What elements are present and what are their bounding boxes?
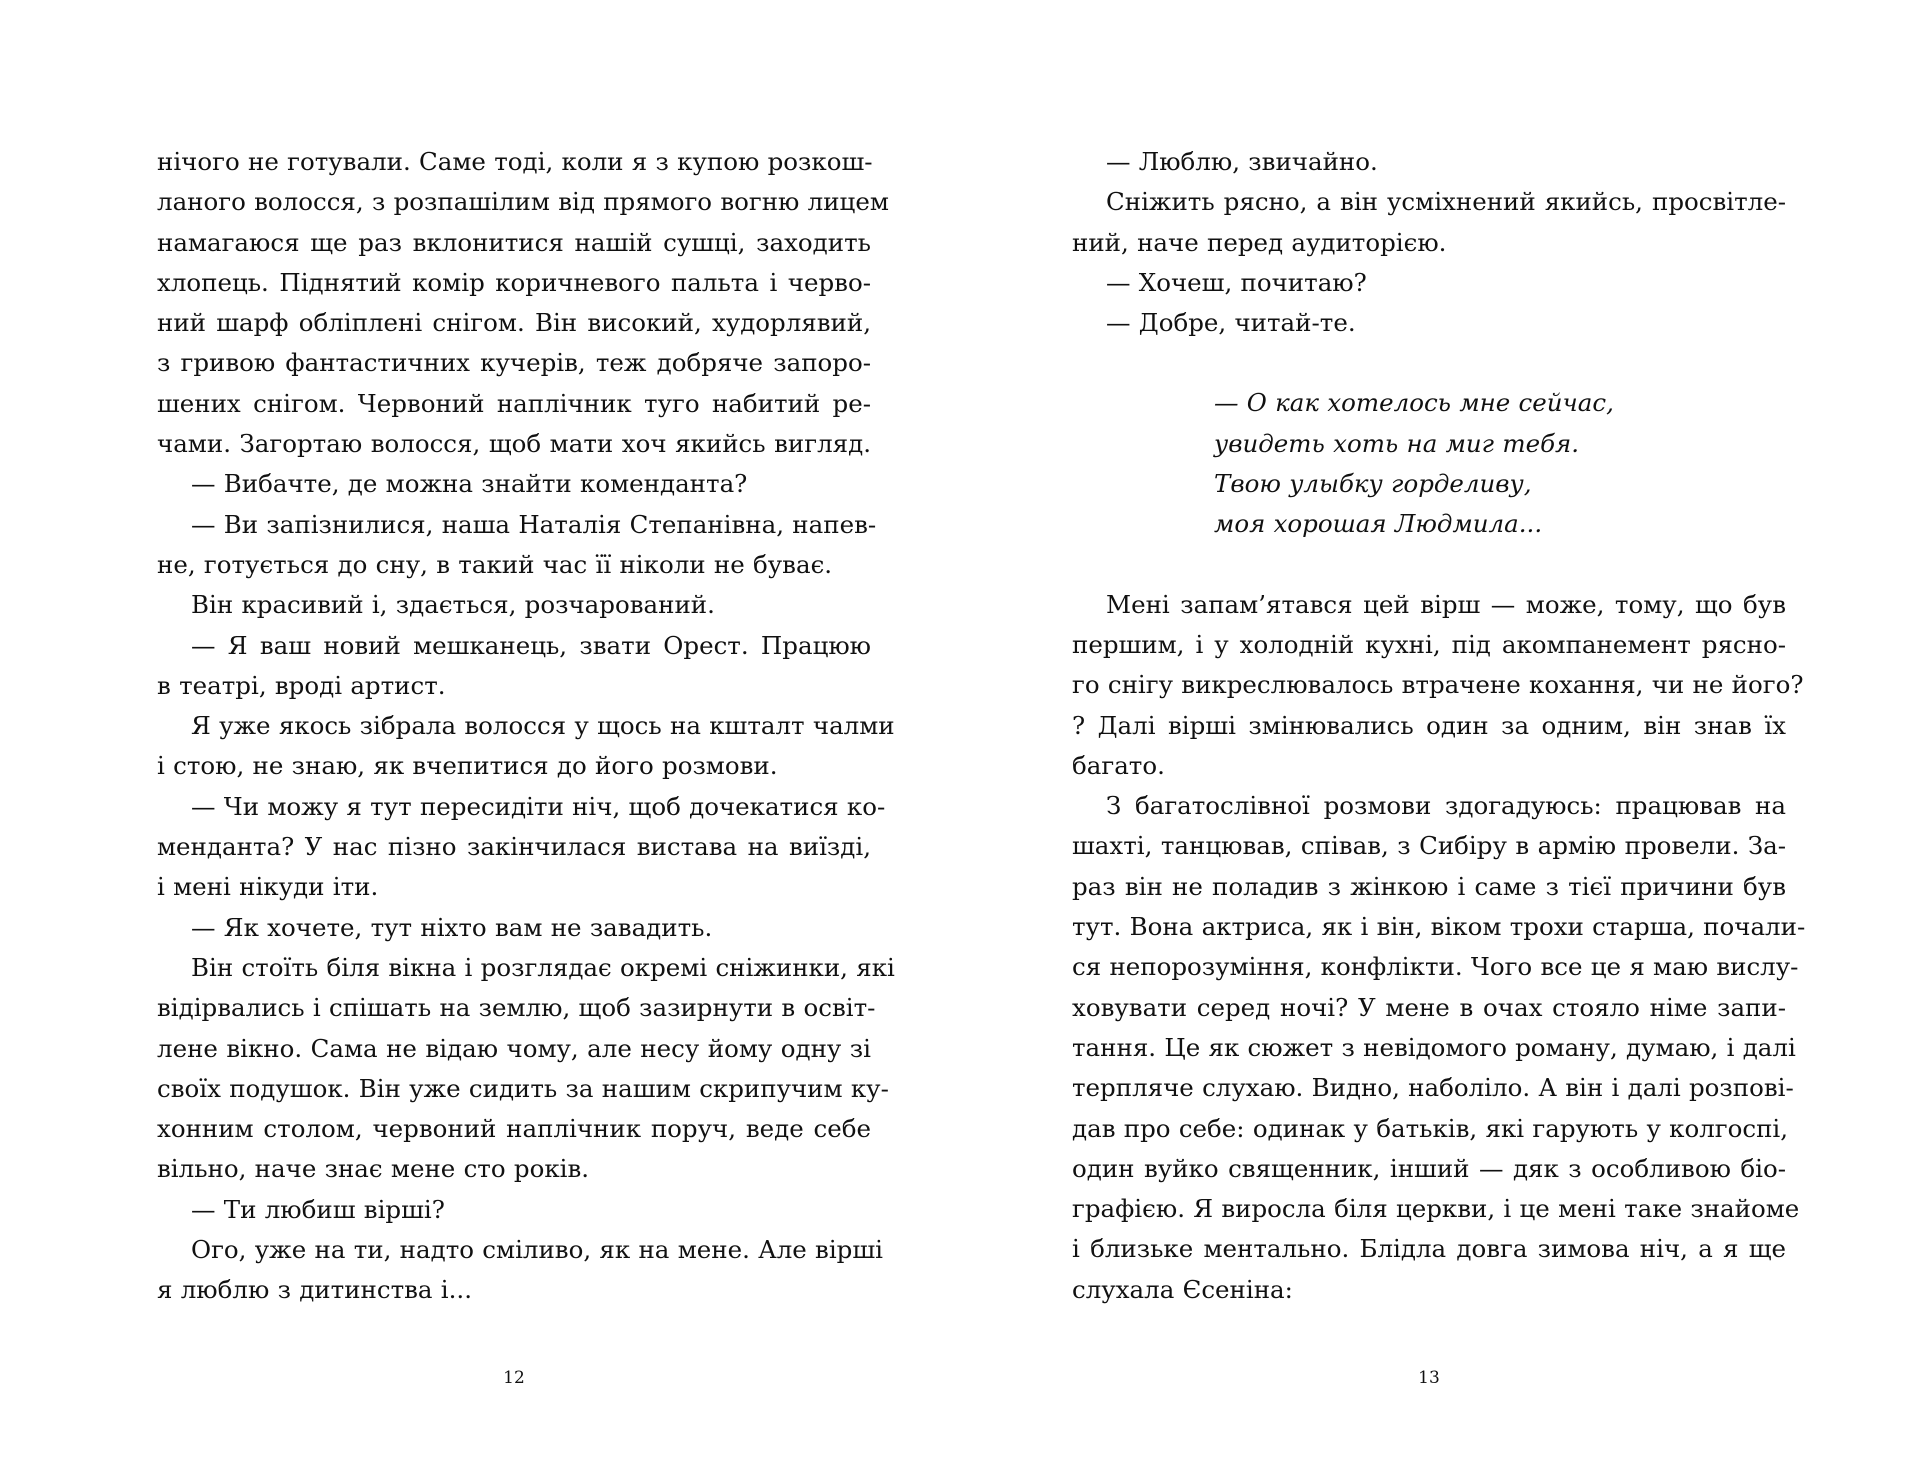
text-line: го снігу викреслювалось втрачене кохання, чи не його? [1072, 670, 1804, 700]
text-line: намагаюся ще раз вклонитися нашій сушці, заходить [157, 227, 871, 257]
text-line: — Ви запізнилися, наша Наталія Степанівна, напев- [191, 509, 877, 539]
text-line: ? Далі вірші змінювались один за одним, він знав їх [1072, 710, 1786, 740]
text-line: тут. Вона актриса, як і він, віком трохи старша, почали- [1072, 912, 1806, 942]
text-line: тання. Це як сюжет з невідомого роману, думаю, і далі [1072, 1032, 1796, 1062]
text-line: і близьке ментально. Блідла довга зимова ніч, а я ще [1072, 1234, 1786, 1264]
text-line: З багатослівної розмови здогадуюсь: працював на [1106, 791, 1786, 821]
text-line: — Добре, читай-те. [1106, 308, 1356, 338]
text-line: і мені нікуди іти. [157, 872, 379, 902]
text-line: раз він не поладив з жінкою і саме з тієї причини був [1072, 871, 1786, 901]
text-line: Він стоїть біля вікна і розглядає окремі сніжинки, які [191, 952, 895, 982]
text-line: Сніжить рясно, а він усміхнений якийсь, просвітле- [1106, 187, 1786, 217]
text-line: терпляче слухаю. Видно, наболіло. А він і далі розпові- [1072, 1073, 1794, 1103]
text-line: Ого, уже на ти, надто сміливо, як на мене. Але вірші [191, 1235, 883, 1265]
text-line: шених снігом. Червоний наплічник туго набитий ре- [157, 388, 871, 418]
text-line: багато. [1072, 750, 1165, 780]
text-line: відірвались і спішать на землю, щоб зазирнути в освіт- [157, 993, 876, 1023]
text-line: вільно, наче знає мене сто років. [157, 1154, 590, 1184]
poem-line: Твою улыбку горделиву, [1214, 469, 1532, 499]
text-line: з гривою фантастичних кучерів, теж добряче запоро- [157, 348, 871, 378]
text-line: нічого не готували. Саме тоді, коли я з купою розкош- [157, 147, 873, 176]
poem-line: увидеть хоть на миг тебя. [1214, 428, 1580, 458]
text-line: — Хочеш, почитаю? [1106, 267, 1367, 297]
right-text-after-poem [1072, 585, 1806, 1310]
text-line: — Чи можу я тут пересидіти ніч, щоб дочекатися ко- [191, 791, 886, 821]
text-line: — Я ваш новий мешканець, звати Орест. Працюю [191, 630, 871, 660]
text-line: і стою, не знаю, як вчепитися до його розмови. [157, 751, 778, 781]
text-line: не, готується до сну, в такий час її ніколи не буває. [157, 549, 833, 579]
text-line: графією. Я виросла біля церкви, і це мені таке знайоме [1072, 1194, 1800, 1224]
text-line: лене вікно. Сама не відаю чому, але несу йому одну зі [157, 1033, 871, 1063]
text-line: Мені запам’ятався цей вірш — може, тому, що був [1106, 589, 1786, 619]
right-page-number: 13 [1418, 1368, 1440, 1388]
text-line: один вуйко священник, інший — дяк з особливою біо- [1072, 1153, 1786, 1183]
right-text-before-poem [1072, 142, 1786, 343]
text-line: — Як хочете, тут ніхто вам не завадить. [191, 912, 713, 942]
text-line: я люблю з дитинства і... [157, 1275, 473, 1305]
text-line: — Ти любиш вірші? [191, 1194, 445, 1224]
text-line: дав про себе: одинак у батьків, які гарують у колгоспі, [1072, 1113, 1789, 1143]
text-line: ний, наче перед аудиторією. [1072, 227, 1447, 257]
text-line: слухала Єсеніна: [1072, 1274, 1293, 1304]
right-page-body [1072, 142, 1806, 1310]
text-line: шахті, танцював, співав, з Сибіру в армію провели. За- [1072, 831, 1786, 861]
left-page-number: 12 [503, 1368, 525, 1388]
right-page [1072, 142, 1806, 1392]
left-page-body [157, 142, 895, 1311]
poem-line: — О как хотелось мне сейчас, [1214, 388, 1614, 418]
text-line: ний шарф обліплені снігом. Він високий, худорлявий, [157, 308, 871, 338]
poem-line: моя хорошая Людмила... [1214, 509, 1543, 539]
text-line: чами. Загортаю волосся, щоб мати хоч якийсь вигляд. [157, 429, 871, 459]
text-line: в театрі, вроді артист. [157, 670, 446, 700]
text-line: хонним столом, червоний наплічник поруч, веде себе [157, 1114, 871, 1144]
text-line: ховувати серед ночі? У мене в очах стояло німе запи- [1072, 992, 1786, 1022]
text-line: своїх подушок. Він уже сидить за нашим скрипучим ку- [157, 1073, 889, 1103]
text-line: хлопець. Піднятий комір коричневого пальта і черво- [157, 267, 871, 297]
text-line: — Люблю, звичайно. [1106, 147, 1378, 176]
text-line: першим, і у холодній кухні, під акомпанемент рясно- [1072, 629, 1786, 659]
text-line: ся непорозуміння, конфлікти. Чого все це я маю вислу- [1072, 952, 1799, 982]
text-line: Він красивий і, здається, розчарований. [191, 590, 715, 620]
text-line: ланого волосся, з розпашілим від прямого вогню лицем [157, 187, 889, 217]
left-page [157, 142, 895, 1392]
text-line: менданта? У нас пізно закінчилася вистава на виїзді, [157, 832, 871, 862]
poem-block [1072, 383, 1786, 544]
text-line: — Вибачте, де можна знайти коменданта? [191, 469, 748, 499]
text-line: Я уже якось зібрала волосся у щось на кшталт чалми [191, 711, 895, 741]
